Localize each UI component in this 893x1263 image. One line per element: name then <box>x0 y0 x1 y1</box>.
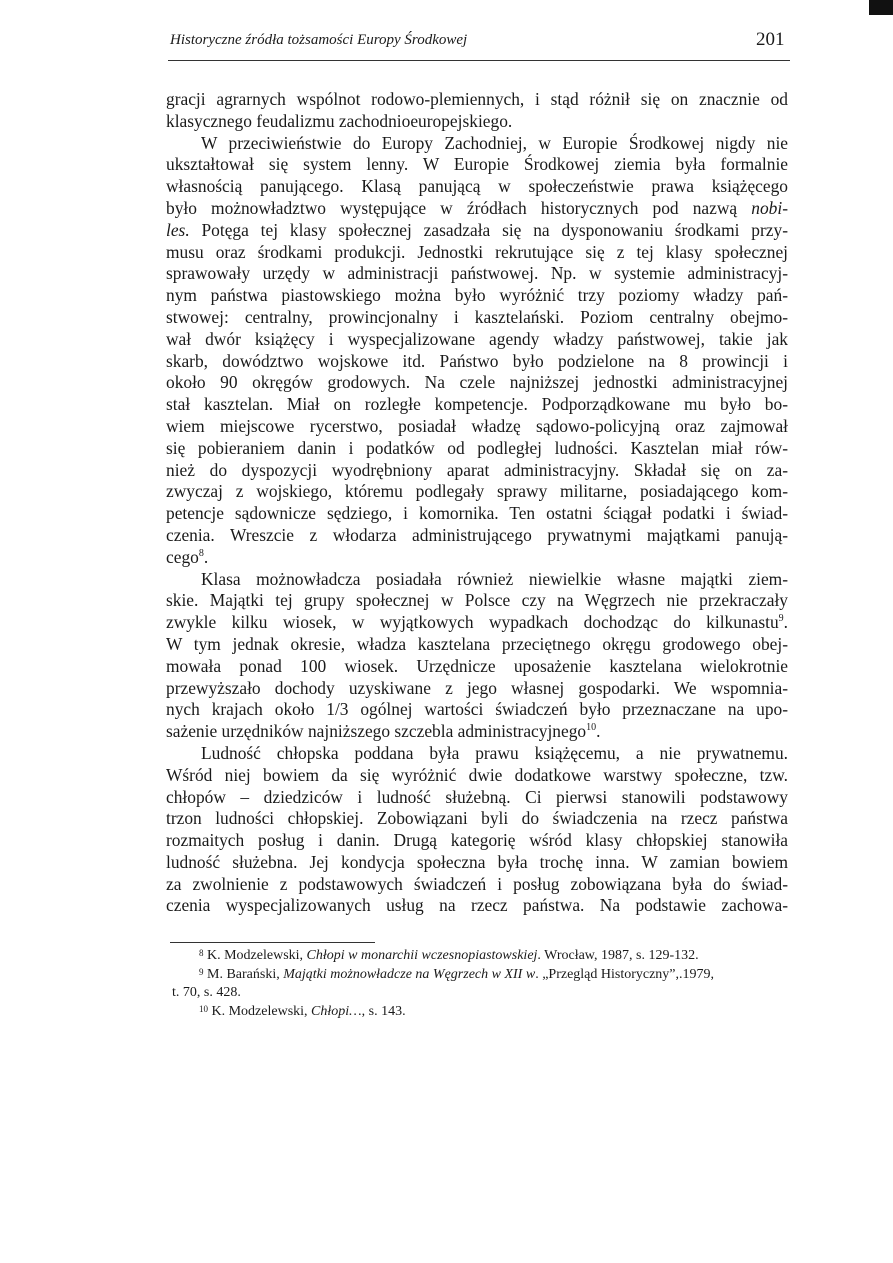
text-line <box>166 721 788 743</box>
text-run: . Wrocław, 1987, s. 129-132. <box>537 948 699 963</box>
footnote <box>172 947 790 966</box>
text-line <box>166 351 788 373</box>
text-run: K. Modzelewski, <box>208 1003 312 1019</box>
footnote-marker: 9 <box>778 613 784 625</box>
text-run: zwyczaj z wojskiego, któremu podlegały sprawy militarne, posiadającego kom- <box>166 481 788 502</box>
italic-text: Chłopi… <box>311 1003 362 1019</box>
text-run: . <box>203 546 209 567</box>
text-run: . „Przegląd Historyczny”,.1979, <box>535 966 715 982</box>
page-number: 201 <box>756 29 785 50</box>
text-run: skarb, dowództwo wojskowe itd. Państwo było podzielone na 8 prowincji i <box>166 350 788 371</box>
footnote <box>172 966 790 985</box>
text-run: sażenie urzędników najniższego szczebla administracyjnego <box>166 721 587 742</box>
text-line <box>166 503 788 525</box>
text-line <box>166 154 788 176</box>
text-run: gracji agrarnych wspólnot rodowo-plemiennych, i stąd różnił się on znacznie od <box>166 89 788 109</box>
text-line <box>166 481 788 503</box>
text-line <box>166 852 788 874</box>
text-run: . <box>596 721 601 742</box>
text-line <box>166 198 788 220</box>
footnote <box>172 984 790 1003</box>
text-line <box>166 372 788 394</box>
text-run: czenia wyspecjalizowanych usług na rzecz państwa. Na podstawie zachowa- <box>166 895 788 916</box>
text-run: sprawowały urzędy w administracji państwowej. Np. w systemie administracyj- <box>166 263 788 284</box>
text-line <box>166 416 788 438</box>
text-run: trzon ludności chłopskiej. Zobowiązani byli do świadczenia na rzecz państwa <box>166 808 788 829</box>
text-line <box>166 590 788 612</box>
footnote <box>172 1003 790 1022</box>
text-run: ludność służebna. Jej kondycja społeczna była trochę inna. W zamian bowiem <box>166 851 788 872</box>
text-run: około 90 okręgów grodowych. Na czele najniższej jednostki administracyjnej <box>166 372 788 393</box>
text-line <box>166 874 788 896</box>
text-run: za zwolnienie z podstawowych świadczeń i posług zobowiązana była do świad- <box>166 873 788 894</box>
text-run: skie. Majątki tej grupy społecznej w Polsce czy na Węgrzech nie przekraczały <box>166 590 788 611</box>
text-line <box>166 895 788 917</box>
text-line <box>166 394 788 416</box>
text-run: . <box>783 612 788 633</box>
footnotes <box>172 947 790 1021</box>
text-line <box>166 656 788 678</box>
text-run: K. Modzelewski, <box>203 948 307 963</box>
footnote-marker: 9 <box>199 966 204 977</box>
text-run: M. Barański, <box>203 966 284 982</box>
italic-text: les. <box>166 219 190 240</box>
italic-text: Majątki możnowładcze na Węgrzech w XII w <box>283 966 536 982</box>
text-run: się pobieraniem danin i podatków od podległej ludności. Kasztelan miał rów- <box>166 437 788 458</box>
text-run: chłopów – dziedziców i ludność służebną. Ci pierwsi stanowili podstawowy <box>166 786 788 807</box>
text-line <box>166 329 788 351</box>
text-line <box>166 830 788 852</box>
text-run: Klasa możnowładcza posiadała również niewielkie własne majątki ziem- <box>201 568 788 589</box>
text-run: stwowej: centralny, prowincjonalny i kasztelański. Poziom centralny obejmo- <box>166 306 788 327</box>
footnote-marker: 8 <box>198 547 204 559</box>
footnote-marker: 10 <box>199 1003 208 1014</box>
text-line <box>166 242 788 264</box>
footnote-marker: 8 <box>199 948 204 958</box>
text-line <box>166 678 788 700</box>
text-run: nym państwa piastowskiego można było wyróżnić trzy poziomy władzy pań- <box>166 285 788 306</box>
body-text <box>166 89 788 917</box>
text-line <box>166 89 788 111</box>
text-run: nież do dyspozycji wyodrębniony aparat administracyjny. Składał się on za- <box>166 459 788 480</box>
text-run: wiem miejscowe rycerstwo, posiadał władzę sądowo-policyjną oraz zajmował <box>166 415 788 436</box>
text-line <box>166 808 788 830</box>
text-run: t. 70, s. 428. <box>172 985 241 1001</box>
text-run: nych krajach około 1/3 ogólnej wartości świadczeń było przeznaczane na upo- <box>166 699 788 720</box>
text-run: klasycznego feudalizmu zachodnioeuropejskiego. <box>166 110 513 131</box>
text-run: Potęga tej klasy społecznej zasadzała się na dysponowaniu środkami przy- <box>189 219 788 240</box>
italic-text: Chłopi w monarchii wczesnopiastowskiej <box>306 948 538 963</box>
text-run: rozmaitych posług i danin. Drugą kategorię wśród klasy chłopskiej stanowiła <box>166 830 788 851</box>
footnote-separator <box>170 942 375 943</box>
text-run: zwykle kilku wiosek, w wyjątkowych wypadkach dochodząc do kilkunastu <box>166 612 779 633</box>
text-line <box>166 787 788 809</box>
italic-text: nobi- <box>751 197 788 218</box>
text-run: wał dwór książęcy i wyspecjalizowane agendy władzy państwowej, takie jak <box>166 328 788 349</box>
text-line <box>166 176 788 198</box>
text-run: petencje sądownicze sędziego, i komornika. Ten ostatni ściągał podatki i świad- <box>166 503 788 524</box>
text-run: mowała ponad 100 wiosek. Urzędnicze uposażenie kasztelana wielokrotnie <box>166 655 788 676</box>
text-line <box>166 263 788 285</box>
header-rule <box>168 60 790 61</box>
text-line <box>166 285 788 307</box>
text-line <box>166 699 788 721</box>
text-line <box>166 111 788 133</box>
text-run: stał kasztelan. Miał on rozległe kompetencje. Podporządkowane mu było bo- <box>166 394 788 415</box>
text-run: Ludność chłopska poddana była prawu książęcemu, a nie prywatnemu. <box>201 742 788 763</box>
text-run: własnością panującego. Klasą panującą w społeczeństwie prawa książęcego <box>166 176 788 197</box>
text-run: ukształtował się system lenny. W Europie Środkowej ziemia była formalnie <box>166 154 788 175</box>
text-run: W przeciwieństwie do Europy Zachodniej, w Europie Środkowej nigdy nie <box>201 132 788 153</box>
text-line <box>166 569 788 591</box>
text-line <box>166 220 788 242</box>
text-run: , s. 143. <box>361 1003 406 1019</box>
text-line <box>166 765 788 787</box>
text-line <box>166 133 788 155</box>
text-line <box>166 547 788 569</box>
text-line <box>166 612 788 634</box>
text-run: czenia. Wreszcie z włodarza administrującego prywatnymi majątkami panują- <box>166 524 788 545</box>
text-line <box>166 525 788 547</box>
text-run: cego <box>166 546 199 567</box>
text-run: było możnowładztwo występujące w źródłach historycznych pod nazwą <box>166 197 752 218</box>
text-run: przewyższało dochody uzyskiwane z jego własnej gospodarki. We wspomnia- <box>166 677 788 698</box>
text-line <box>166 307 788 329</box>
running-header-title: Historyczne źródła tożsamości Europy Środkowej <box>170 32 468 48</box>
text-run: musu oraz środkami produkcji. Jednostki rekrutujące się z tej klasy społecznej <box>166 241 788 262</box>
scan-edge-mark <box>869 0 893 15</box>
text-line <box>166 460 788 482</box>
footnote-marker: 10 <box>586 722 597 734</box>
text-run: W tym jednak okresie, władza kasztelana przeciętnego okręgu grodowego obej- <box>166 633 788 654</box>
text-line <box>166 743 788 765</box>
text-line <box>166 438 788 460</box>
text-run: Wśród niej bowiem da się wyróżnić dwie dodatkowe warstwy społeczne, tzw. <box>166 764 788 785</box>
text-line <box>166 634 788 656</box>
